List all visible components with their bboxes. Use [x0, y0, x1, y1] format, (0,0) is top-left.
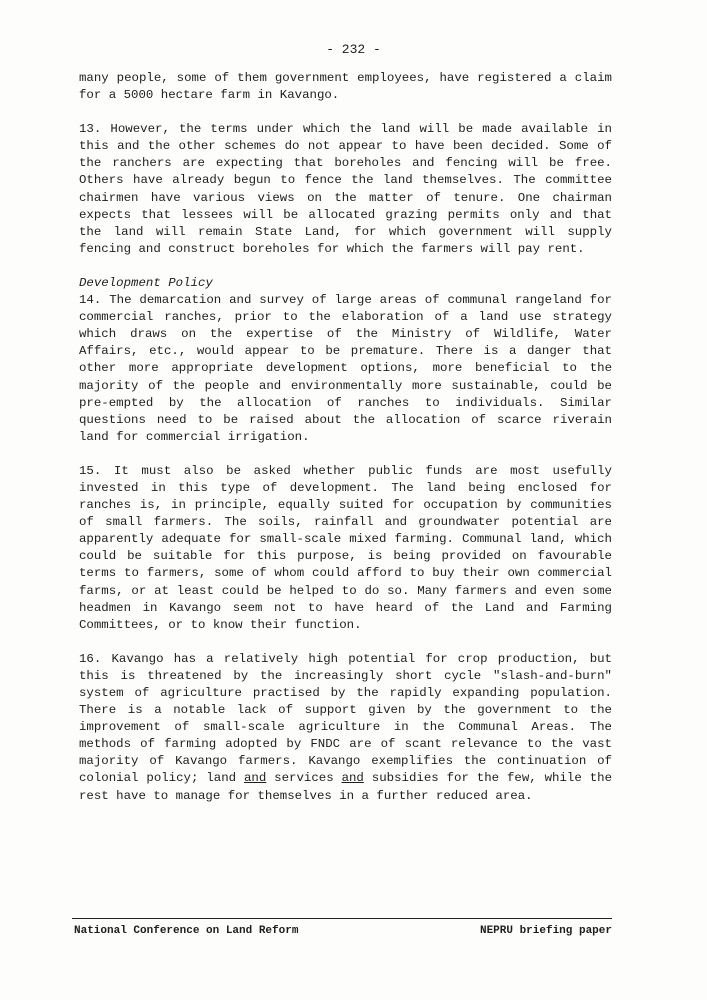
footer-paper-type: NEPRU briefing paper: [479, 925, 612, 937]
underlined-and-2: and: [341, 771, 364, 786]
paragraph-16-text-a: 16. Kavango has a relatively high potential for crop production, but this is threatened by the increasingly short cycle "slash-and-burn" system of agriculture practised by the rapidly expanding population. There is a notable lack of support given by the government to the improvement of small-scale agriculture in the Communal Areas. The methods of farming adopted by FNDC are of scant relevance to the vast majority of Kavango farmers. Kavango exemplifies the continuation of colonial policy; land: [79, 651, 612, 786]
paragraph-14: 14. The demarcation and survey of large areas of communal rangeland for commercial ranches, prior to the elaboration of a land use strategy which draws on the expertise of the Ministry of Wildlife, Water Affairs, etc., would appear to be premature. There is a danger that other more appropriate development options, more beneficial to the majority of the people and environmentally more sustainable, could be pre-empted by the allocation of ranches to individuals. Similar questions need to be raised about the allocation of scarce riverain land for commercial irrigation.: [79, 293, 612, 444]
underlined-and-1: and: [243, 771, 267, 786]
paragraph-16-text-c: subsidies for the few, while the rest have to manage for themselves in a further reduced area.: [79, 771, 613, 803]
paragraph-12-continuation: many people, some of them government employees, have registered a claim for a 5000 hectare farm in Kavango.: [79, 71, 612, 103]
paragraph-16-text-b: services: [266, 771, 342, 786]
paragraph-15: 15. It must also be asked whether public funds are most usefully invested in this type of development. The land being enclosed for ranches is, in principle, equally suited for occupation by communities of small farmers. The soils, rainfall and groundwater potential are apparently adequate for small-scale mixed farming. Communal land, which could be suitable for this purpose, is being provided on favourable terms to farmers, some of whom could afford to buy their own commercial farms, or at least could be helped to do so. Many farmers and even some headmen in Kavango seem not to have heard of the Land and Farming Committees, or to know their function.: [79, 463, 612, 632]
footer-conference-title: National Conference on Land Reform: [74, 925, 299, 937]
section-heading-development-policy: Development Policy: [79, 275, 213, 290]
paragraph-13: 13. However, the terms under which the land will be made available in this and the other schemes do not appear to have been decided. Some of the ranchers are expecting that boreholes and fencing will be free. Others have already begun to fence the land themselves. The committee chairmen have various views on the matter of tenure. One chairman expects that lessees will be allocated grazing permits only and that the land will remain State Land, for which government will supply fencing and construct boreholes for which the farmers will pay rent.: [79, 122, 612, 256]
body-text: [79, 70, 612, 805]
page-number: - 232 -: [326, 42, 381, 57]
paragraph-16: [79, 651, 612, 805]
footer-divider: [72, 918, 612, 919]
